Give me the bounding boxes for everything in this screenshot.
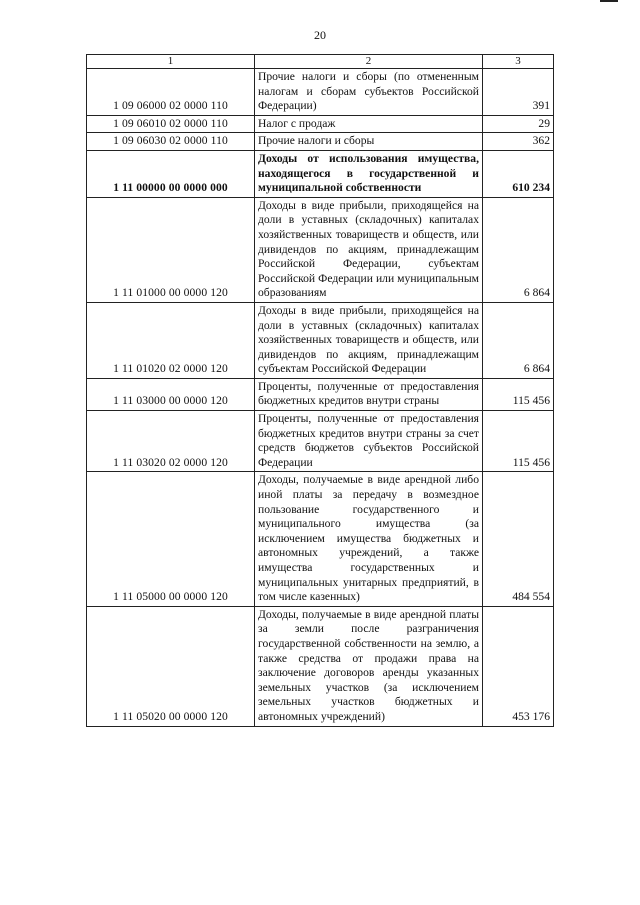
table-row <box>87 69 554 116</box>
column-header-code: 1 <box>87 55 255 69</box>
table-row <box>87 150 554 197</box>
table-header-row <box>87 55 554 69</box>
row-name-cell: Налог с продаж <box>255 115 483 133</box>
row-code-cell: 1 11 01000 00 0000 120 <box>87 197 255 302</box>
row-amount-cell: 484 554 <box>483 472 554 606</box>
row-code-cell: 1 11 01020 02 0000 120 <box>87 302 255 378</box>
row-code-cell: 1 11 03000 00 0000 120 <box>87 378 255 410</box>
row-amount-cell: 391 <box>483 69 554 116</box>
row-code-cell: 1 09 06010 02 0000 110 <box>87 115 255 133</box>
table-row <box>87 302 554 378</box>
table-row <box>87 411 554 472</box>
row-code-cell: 1 11 03020 02 0000 120 <box>87 411 255 472</box>
column-header-amount: 3 <box>483 55 554 69</box>
row-amount-cell: 6 864 <box>483 197 554 302</box>
table-row <box>87 115 554 133</box>
table-row <box>87 133 554 151</box>
row-name-cell: Доходы в виде прибыли, приходящейся на доли в уставных (складочных) капиталах хозяйственных товариществ и обществ, или дивидендов по акциям, принадлежащим субъектам Российской Федерации <box>255 302 483 378</box>
row-amount-cell: 6 864 <box>483 302 554 378</box>
row-amount-cell: 362 <box>483 133 554 151</box>
row-code-cell: 1 11 00000 00 0000 000 <box>87 150 255 197</box>
row-name-cell: Прочие налоги и сборы <box>255 133 483 151</box>
page-number: 20 <box>314 28 326 42</box>
table-row <box>87 378 554 410</box>
table-body <box>87 69 554 727</box>
row-name-cell: Проценты, полученные от предоставления бюджетных кредитов внутри страны <box>255 378 483 410</box>
row-name-cell: Доходы, получаемые в виде арендной платы за земли после разграничения государственной собственности на землю, а также средства от продажи права на заключение договоров аренды указанных земельных участков (за исключением земельных участков бюджетных и автономных учреждений) <box>255 606 483 726</box>
row-name-cell: Доходы от использования имущества, находящегося в государственной и муниципальной собственности <box>255 150 483 197</box>
row-amount-cell: 29 <box>483 115 554 133</box>
corner-mark <box>600 0 618 2</box>
row-name-cell: Прочие налоги и сборы (по отмененным налогам и сборам субъектов Российской Федерации) <box>255 69 483 116</box>
row-amount-cell: 115 456 <box>483 411 554 472</box>
row-name-cell: Доходы, получаемые в виде арендной либо иной платы за передачу в возмездное пользование государственного и муниципального имущества (за исключением имущества бюджетных и автономных учреждений, а также имущества государственных и муниципальных унитарных предприятий, в том числе казенных) <box>255 472 483 606</box>
row-amount-cell: 610 234 <box>483 150 554 197</box>
table-row <box>87 472 554 606</box>
row-name-cell: Проценты, полученные от предоставления бюджетных кредитов внутри страны за счет средств бюджетов субъектов Российской Федерации <box>255 411 483 472</box>
row-code-cell: 1 09 06000 02 0000 110 <box>87 69 255 116</box>
row-amount-cell: 115 456 <box>483 378 554 410</box>
budget-table <box>86 54 554 727</box>
table-row <box>87 197 554 302</box>
row-amount-cell: 453 176 <box>483 606 554 726</box>
table-row <box>87 606 554 726</box>
column-header-name: 2 <box>255 55 483 69</box>
row-code-cell: 1 11 05020 00 0000 120 <box>87 606 255 726</box>
row-code-cell: 1 11 05000 00 0000 120 <box>87 472 255 606</box>
row-name-cell: Доходы в виде прибыли, приходящейся на доли в уставных (складочных) капиталах хозяйственных товариществ и обществ, или дивидендов по акциям, принадлежащим Российской Федерации, субъектам Российской Федерации или муниципальным образованиям <box>255 197 483 302</box>
row-code-cell: 1 09 06030 02 0000 110 <box>87 133 255 151</box>
